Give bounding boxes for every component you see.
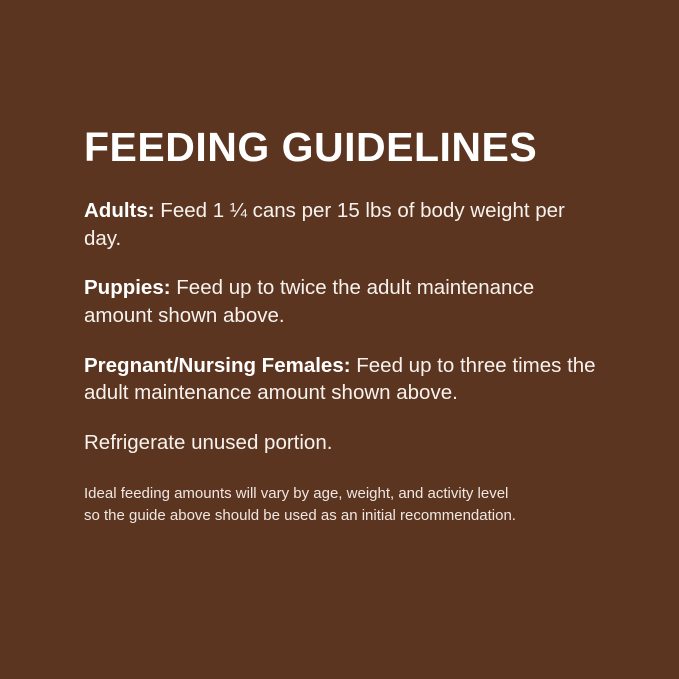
feeding-paragraph-puppies [84,274,599,329]
feeding-label-puppies: Puppies: [84,276,171,300]
fineprint-line-1: Ideal feeding amounts will vary by age, weight, and activity level [84,484,509,502]
refrigerate-note: Refrigerate unused portion. [84,431,333,455]
feeding-text-puppies: Feed up to twice the adult maintenance amount shown above. [84,276,535,328]
page-title: FEEDING GUIDELINES [84,124,538,170]
feeding-label-adults: Adults: [84,199,155,223]
fineprint-line-2: so the guide above should be used as an initial recommendation. [84,507,516,525]
feeding-paragraph-pregnant-nursing-females [84,352,599,407]
feeding-text-adults: Feed 1 ¼ cans per 15 lbs of body weight per day. [84,199,565,250]
fineprint-disclaimer [84,483,584,528]
feeding-guidelines-panel [84,126,604,528]
feeding-text-pregnant-nursing-females: Feed up to three times the adult maintenance amount shown above. [84,353,596,405]
feeding-paragraph-adults [84,197,599,252]
feeding-label-pregnant-nursing-females: Pregnant/Nursing Females: [84,353,351,377]
